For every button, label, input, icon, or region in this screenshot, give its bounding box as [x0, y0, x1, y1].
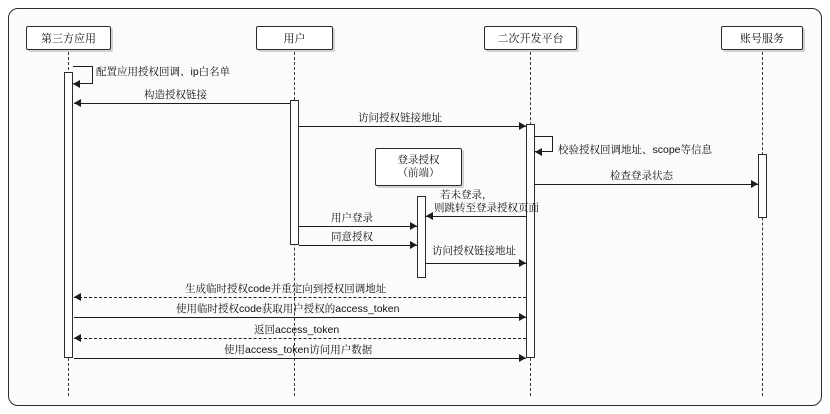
- message-m10-line: [74, 297, 526, 298]
- message-m7-line: [299, 226, 417, 227]
- message-m2-line: [74, 103, 290, 104]
- message-m7-arrowhead: [410, 222, 417, 230]
- message-m8-arrowhead: [410, 241, 417, 249]
- message-m13-arrowhead: [519, 354, 526, 362]
- message-m12-arrowhead: [74, 334, 81, 342]
- participant-user[interactable]: [256, 26, 333, 50]
- message-m7-label: 用户登录: [331, 212, 373, 224]
- message-m12-line: [74, 338, 526, 339]
- participant-dev-platform[interactable]: [484, 26, 577, 50]
- message-m11-line: [74, 317, 526, 318]
- message-m11-arrowhead: [519, 313, 526, 321]
- participant-label: 第三方应用: [41, 33, 96, 45]
- message-m8-label: 同意授权: [331, 231, 373, 243]
- message-m5-arrowhead: [751, 180, 758, 188]
- message-m1-label: 配置应用授权回调、ip白名单: [96, 66, 231, 78]
- message-m4-label: 校验授权回调地址、scope等信息: [558, 144, 713, 156]
- activation-third-party-app: [64, 72, 73, 358]
- note-line-2: （前端）: [397, 167, 440, 179]
- participant-label: 账号服务: [740, 33, 784, 45]
- message-m3-arrowhead: [519, 122, 526, 130]
- message-m9-arrowhead: [519, 259, 526, 267]
- message-m6-label-line2: 则跳转至登录授权页面: [434, 202, 539, 214]
- message-m9-line: [426, 263, 526, 264]
- message-m5-label: 检查登录状态: [610, 170, 673, 182]
- message-m2-label: 构造授权链接: [144, 89, 207, 101]
- note-line-1: 登录授权: [397, 153, 440, 166]
- activation-dev-platform: [526, 124, 535, 358]
- message-m2-arrowhead: [74, 99, 81, 107]
- message-m10-arrowhead: [74, 293, 81, 301]
- activation-account-service: [758, 154, 767, 218]
- message-m5-line: [535, 184, 758, 185]
- message-m12-label: 返回access_token: [254, 324, 340, 336]
- message-m13-line: [74, 358, 526, 359]
- message-m3-label: 访问授权链接地址: [358, 112, 442, 124]
- message-m11-label: 使用临时授权code获取用户授权的access_token: [176, 303, 400, 315]
- message-m10-label: 生成临时授权code并重定向到授权回调地址: [185, 283, 387, 295]
- lifeline-account-service: [762, 52, 763, 396]
- activation-login-auth-note: [417, 196, 426, 278]
- message-m9-label: 访问授权链接地址: [432, 245, 516, 257]
- message-m6-label-line1: 若未登录，: [440, 189, 493, 201]
- message-m3-line: [299, 126, 526, 127]
- message-m4-arrowhead: [535, 148, 542, 156]
- participant-account-service[interactable]: [721, 26, 803, 50]
- message-m6-line: [426, 216, 526, 217]
- activation-user: [290, 100, 299, 245]
- participant-label: 用户: [283, 33, 306, 45]
- participant-third-party-app[interactable]: [26, 26, 111, 50]
- message-m13-label: 使用access_token访问用户数据: [224, 344, 373, 356]
- message-m1-arrowhead: [73, 80, 80, 88]
- message-m8-line: [299, 245, 417, 246]
- participant-label: 二次开发平台: [497, 33, 564, 45]
- message-m6-arrowhead: [426, 212, 433, 220]
- note-login-authorization: [375, 148, 462, 186]
